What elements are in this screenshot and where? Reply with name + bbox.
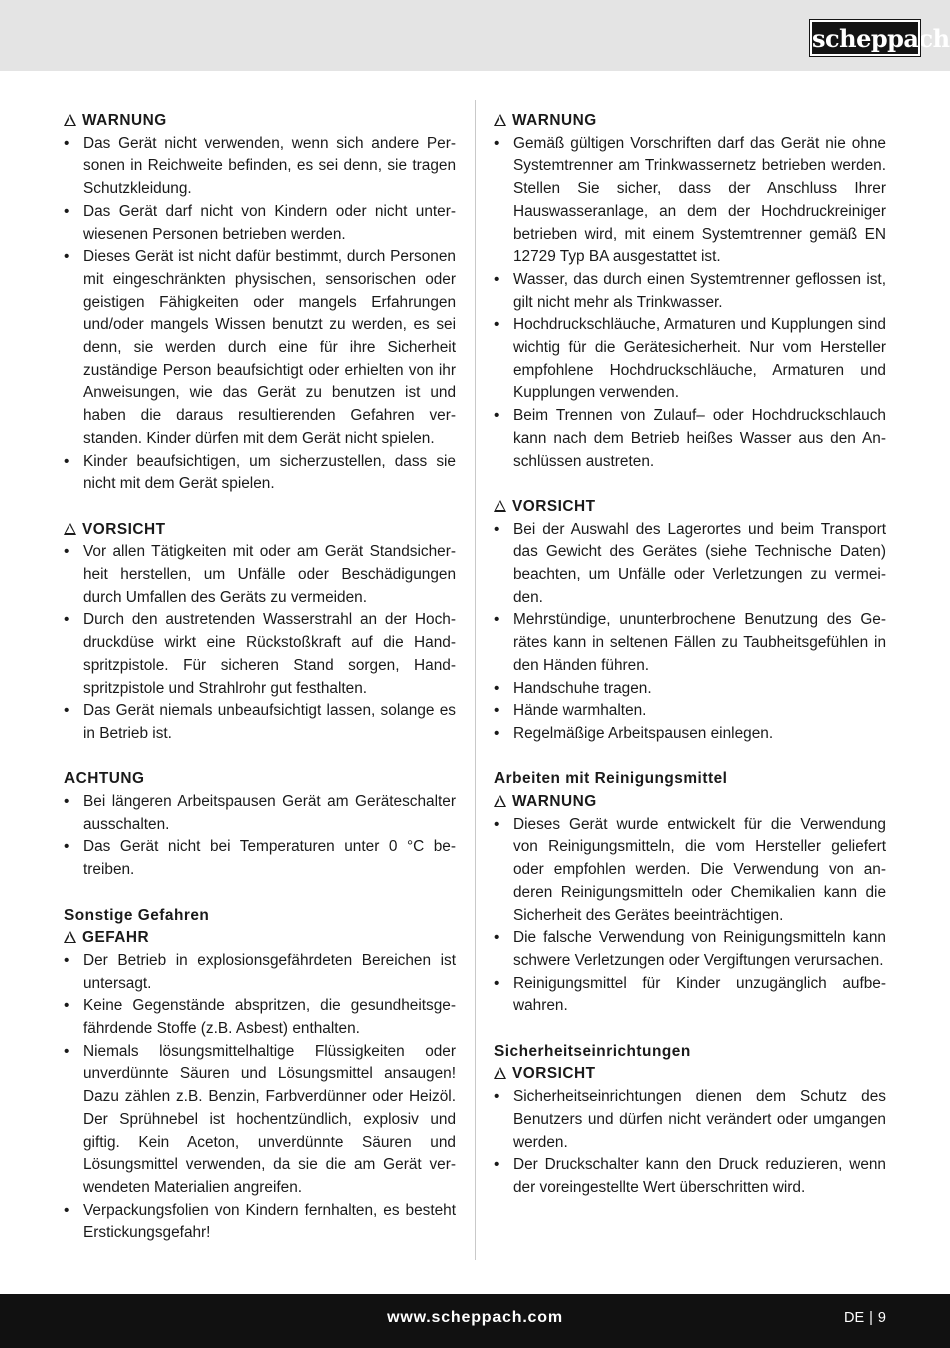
- page-separator: |: [869, 1310, 873, 1326]
- list-item: • Gemäß gültigen Vorschriften darf das Gerät nie ohne Systemtrenner am Trinkwassernetz betrieben werden. Stellen Sie sicher, dass der Anschluss Ihrer Hauswasseranlage, an dem der Hochdruckreiniger betrieben wird, mit einem Systemtrenner gemäß EN 12729 Typ BA ausgestattet ist.: [494, 133, 886, 269]
- section-subheading: Arbeiten mit Reinigungsmittel: [494, 770, 728, 788]
- list-item: • Das Gerät niemals unbeaufsichtigt lassen, solange es in Betrieb ist.: [64, 700, 456, 745]
- list-item: • Der Druckschalter kann den Druck reduzieren, wenn der voreingestellte Wert überschritten wird.: [494, 1154, 886, 1199]
- list-item: • Die falsche Verwendung von Reinigungsmitteln kann schwere Verletzungen oder Vergiftungen verursachen.: [494, 927, 886, 972]
- section-heading: [64, 110, 456, 133]
- warning-triangle-icon: [64, 523, 76, 535]
- list-item: • Beim Trennen von Zulauf– oder Hochdruckschlauch kann nach dem Betrieb heißes Wasser aus den Anschlüssen austreten.: [494, 405, 886, 473]
- section-heading-text: WARNUNG: [512, 793, 597, 811]
- list-item: • Kinder beaufsichtigen, um sicherzustellen, dass sie nicht mit dem Gerät spielen.: [64, 451, 456, 496]
- page-number: 9: [877, 1310, 886, 1326]
- bullet-list: [64, 133, 456, 496]
- section-heading: [64, 927, 456, 950]
- list-item: • Der Betrieb in explosionsgefährdeten Bereichen ist untersagt.: [64, 950, 456, 995]
- section-vorsicht: [64, 519, 456, 746]
- list-item: • Bei längeren Arbeitspausen Gerät am Geräteschalter ausschalten.: [64, 791, 456, 836]
- section-heading-text: WARNUNG: [82, 112, 167, 129]
- right-column: [494, 110, 886, 1200]
- list-item: • Hände warmhalten.: [494, 700, 886, 723]
- warning-triangle-icon: [64, 931, 76, 943]
- section-achtung: [64, 768, 456, 882]
- list-item: • Dieses Gerät wurde entwickelt für die Verwendung von Reinigungsmitteln, die vom Hersteller geliefert oder empfohlen werden. Die Verwendung von anderen Reinigungsmitteln oder Chemikalien kann die Sicherheit des Gerätes beeinträchtigen.: [494, 814, 886, 928]
- list-item: • Wasser, das durch einen Systemtrenner geflossen ist, gilt nicht mehr als Trinkwasser.: [494, 269, 886, 314]
- section-heading: [494, 110, 886, 133]
- section-heading: [494, 1063, 886, 1086]
- list-item: • Keine Gegenstände abspritzen, die gesundheitsgefährdende Stoffe (z.B. Asbest) enthalten.: [64, 995, 456, 1040]
- section-warnung: [494, 110, 886, 473]
- list-item: • Das Gerät nicht verwenden, wenn sich andere Personen in Reichweite befinden, es sei denn, sie tragen Schutzkleidung.: [64, 133, 456, 201]
- section-vorsicht: [494, 496, 886, 746]
- section-sicherheitseinrichtungen: [494, 1041, 886, 1200]
- section-subheading: Sonstige Gefahren: [64, 906, 210, 924]
- list-item: • Mehrstündige, ununterbrochene Benutzung des Gerätes kann in seltenen Fällen zu Taubheitsgefühlen in den Händen führen.: [494, 609, 886, 677]
- list-item: • Das Gerät darf nicht von Kindern oder nicht unterwiesenen Personen betrieben werden.: [64, 201, 456, 246]
- bullet-list: [64, 950, 456, 1245]
- section-arbeiten-mit-reinigungsmittel: [494, 768, 886, 1018]
- list-item: • Vor allen Tätigkeiten mit oder am Gerät Standsicherheit herstellen, um Unfälle oder Beschädigungen durch Umfallen des Geräts zu vermeiden.: [64, 541, 456, 609]
- footer-bar: [0, 1294, 950, 1348]
- list-item: • Regelmäßige Arbeitspausen einlegen.: [494, 723, 886, 746]
- left-column: [64, 110, 456, 1245]
- header-bar: [0, 0, 950, 71]
- bullet-list: [494, 814, 886, 1018]
- section-warnung: [64, 110, 456, 496]
- warning-triangle-icon: [494, 500, 506, 512]
- bullet-list: [494, 519, 886, 746]
- warning-triangle-icon: [64, 114, 76, 126]
- warning-triangle-icon: [494, 795, 506, 807]
- section-heading: [494, 791, 886, 814]
- language-code: DE: [843, 1310, 865, 1326]
- section-heading: [494, 496, 886, 519]
- list-item: • Durch den austretenden Wasserstrahl an der Hochdruckdüse wirkt eine Rückstoßkraft auf die Handspritzpistole. Für sicheren Stand sorgen, Handspritzpistole und Strahlrohr gut festhalten.: [64, 609, 456, 700]
- section-heading-text: VORSICHT: [82, 520, 166, 538]
- list-item: • Das Gerät nicht bei Temperaturen unter 0 °C betreiben.: [64, 836, 456, 881]
- section-heading: [64, 519, 456, 542]
- section-heading-text: VORSICHT: [512, 1065, 596, 1083]
- section-sonstige-gefahren: [64, 905, 456, 1246]
- brand-logo: scheppach: [810, 20, 920, 56]
- list-item: • Handschuhe tragen.: [494, 678, 886, 701]
- bullet-list: [64, 791, 456, 882]
- section-heading-text: ACHTUNG: [64, 770, 145, 788]
- page-indicator: [844, 1310, 886, 1326]
- warning-triangle-icon: [494, 114, 506, 126]
- bullet-list: [494, 1086, 886, 1200]
- list-item: • Niemals lösungsmittelhaltige Flüssigkeiten oder unverdünnte Säuren und Lösungsmittel ansaugen! Dazu zählen z.B. Benzin, Farbverdünner oder Heizöl. Der Sprühnebel ist hochentzündlich, explosiv und giftig. Kein Aceton, unverdünnte Säuren und Lösungsmittel verwenden, da sie die am Gerät verwendeten Materialien angreifen.: [64, 1041, 456, 1200]
- list-item: • Dieses Gerät ist nicht dafür bestimmt, durch Personen mit eingeschränkten physischen, sensorischen oder geistigen Fähigkeiten oder mangels Erfahrungen und/oder mangels Wissen benutzt zu werden, es sei denn, sie werden durch eine für ihre Sicherheit zuständige Person beaufsichtigt oder erhielten von ihr Anweisungen, wie das Gerät zu benutzen ist und haben die daraus resultierenden Gefahren verstanden. Kinder dürfen mit dem Gerät nicht spielen.: [64, 246, 456, 450]
- section-heading-text: VORSICHT: [512, 497, 596, 515]
- section-heading-text: GEFAHR: [82, 929, 150, 947]
- bullet-list: [64, 541, 456, 745]
- bullet-list: [494, 133, 886, 474]
- column-divider: [475, 100, 476, 1260]
- list-item: • Reinigungsmittel für Kinder unzugänglich aufbewahren.: [494, 973, 886, 1018]
- section-heading: [64, 768, 456, 791]
- list-item: • Verpackungsfolien von Kindern fernhalten, es besteht Erstickungsgefahr!: [64, 1200, 456, 1245]
- website-link[interactable]: www.scheppach.com: [387, 1309, 563, 1326]
- list-item: • Hochdruckschläuche, Armaturen und Kupplungen sind wichtig für die Gerätesicherheit. Nur vom Hersteller empfohlene Hochdruckschläuche, Armaturen und Kupplungen verwenden.: [494, 314, 886, 405]
- section-subheading: Sicherheitseinrichtungen: [494, 1042, 691, 1060]
- warning-triangle-icon: [494, 1067, 506, 1079]
- list-item: • Bei der Auswahl des Lagerortes und beim Transport das Gewicht des Gerätes (siehe Technische Daten) beachten, um Unfälle oder Verletzungen zu vermeiden.: [494, 519, 886, 610]
- list-item: • Sicherheitseinrichtungen dienen dem Schutz des Benutzers und dürfen nicht verändert oder umgangen werden.: [494, 1086, 886, 1154]
- section-heading-text: WARNUNG: [512, 112, 597, 129]
